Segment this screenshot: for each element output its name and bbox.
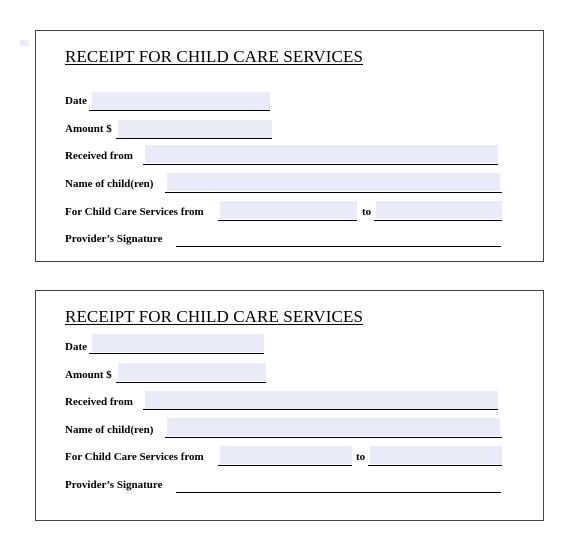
services-to-underline xyxy=(374,220,502,221)
provider-signature-label: Provider’s Signature xyxy=(65,233,163,245)
services-to-field[interactable] xyxy=(370,446,502,464)
amount-label: Amount $ xyxy=(65,123,112,135)
amount-underline xyxy=(116,138,272,139)
receipt-title: RECEIPT FOR CHILD CARE SERVICES xyxy=(65,307,364,326)
date-underline xyxy=(89,353,264,354)
provider-signature-line[interactable] xyxy=(176,492,501,493)
receipt-title: RECEIPT FOR CHILD CARE SERVICES xyxy=(65,47,364,66)
received-from-underline xyxy=(143,164,498,165)
page-corner-mark xyxy=(20,40,29,46)
date-underline xyxy=(89,110,270,111)
services-from-underline xyxy=(218,220,357,221)
children-name-underline xyxy=(165,192,502,193)
children-name-field[interactable] xyxy=(167,418,500,436)
amount-field[interactable] xyxy=(118,363,266,381)
services-from-underline xyxy=(218,465,352,466)
received-from-field[interactable] xyxy=(145,391,498,409)
date-field[interactable] xyxy=(92,334,264,352)
services-from-label: For Child Care Services from xyxy=(65,206,204,218)
amount-underline xyxy=(116,382,266,383)
children-name-label: Name of child(ren) xyxy=(65,424,154,436)
amount-field[interactable] xyxy=(118,120,272,138)
received-from-label: Received from xyxy=(65,396,133,408)
services-from-field[interactable] xyxy=(220,201,357,219)
to-label: to xyxy=(356,451,366,463)
date-label: Date xyxy=(65,341,87,353)
children-name-label: Name of child(ren) xyxy=(65,178,154,190)
date-field[interactable] xyxy=(92,92,270,110)
children-name-field[interactable] xyxy=(167,173,500,191)
to-label: to xyxy=(362,206,372,218)
received-from-label: Received from xyxy=(65,150,133,162)
received-from-underline xyxy=(143,409,498,410)
provider-signature-line[interactable] xyxy=(176,246,501,247)
services-to-field[interactable] xyxy=(376,201,502,219)
receipt-form-1 xyxy=(35,30,544,262)
amount-label: Amount $ xyxy=(65,369,112,381)
date-label: Date xyxy=(65,95,87,107)
services-from-label: For Child Care Services from xyxy=(65,451,204,463)
provider-signature-label: Provider’s Signature xyxy=(65,479,163,491)
children-name-underline xyxy=(165,437,502,438)
services-from-field[interactable] xyxy=(220,446,352,464)
receipt-form-2 xyxy=(35,290,544,521)
services-to-underline xyxy=(368,465,502,466)
received-from-field[interactable] xyxy=(145,145,498,163)
